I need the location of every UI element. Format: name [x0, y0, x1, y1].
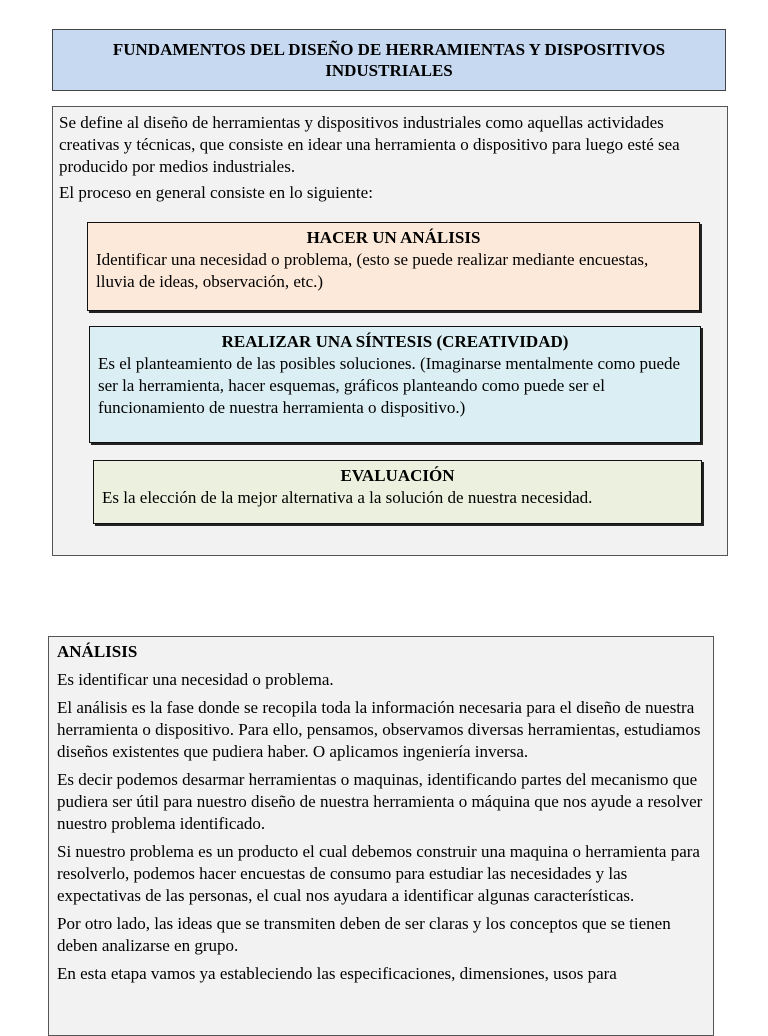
analysis-heading: ANÁLISIS — [57, 642, 138, 661]
step-evaluation-text: Es la elección de la mejor alternativa a la solución de nuestra necesidad. — [102, 488, 593, 507]
step-analysis-text: Identificar una necesidad o problema, (esto se puede realizar mediante encuestas, lluvia de ideas, observación, etc.) — [96, 250, 649, 291]
analysis-paragraph: Es identificar una necesidad o problema. — [57, 670, 334, 689]
definition-paragraph: Se define al diseño de herramientas y dispositivos industriales como aquellas actividades creativas y técnicas, que consiste en idear una herramienta o dispositivo para luego esté sea producido por medios industriales. — [59, 113, 680, 176]
document-title — [52, 29, 726, 91]
step-analysis-box — [87, 222, 700, 311]
step-analysis-title: HACER UN ANÁLISIS — [306, 228, 481, 247]
step-synthesis-text: Es el planteamiento de las posibles soluciones. (Imaginarse mentalmente como puede ser la herramienta, hacer esquemas, gráficos planteando como puede ser el funcionamiento de nuestra herramienta o dispositivo.) — [98, 354, 681, 417]
step-synthesis-title: REALIZAR UNA SÍNTESIS (CREATIVIDAD) — [221, 332, 569, 351]
analysis-paragraph: Si nuestro problema es un producto el cual debemos construir una maquina o herramienta para resolverlo, podemos hacer encuestas de consumo para estudiar las necesidades y las expectativas de las personas, el cual nos ayudara a identificar algunas características. — [57, 842, 700, 905]
process-intro-paragraph: El proceso en general consiste en lo siguiente: — [59, 183, 373, 202]
intro-section — [52, 106, 728, 556]
analysis-section — [48, 636, 714, 1036]
analysis-paragraph: El análisis es la fase donde se recopila toda la información necesaria para el diseño de nuestra herramienta o dispositivo. Para ello, pensamos, observamos diversas herramientas, estudiamos diseños existentes que pudiera haber. O aplicamos ingeniería inversa. — [57, 698, 701, 761]
document-title-line-1: FUNDAMENTOS DEL DISEÑO DE HERRAMIENTAS Y DISPOSITIVOS — [112, 40, 666, 59]
document-title-line-2: INDUSTRIALES — [325, 61, 453, 80]
step-evaluation-title: EVALUACIÓN — [340, 466, 455, 485]
analysis-paragraph: En esta etapa vamos ya estableciendo las especificaciones, dimensiones, usos para — [57, 964, 617, 983]
analysis-paragraph: Es decir podemos desarmar herramientas o maquinas, identificando partes del mecanismo que pudiera ser útil para nuestro diseño de nuestra herramienta o máquina que nos ayude a resolver nuestro problema identificado. — [57, 770, 703, 833]
step-evaluation-box — [93, 460, 702, 524]
analysis-paragraph: Por otro lado, las ideas que se transmiten deben de ser claras y los conceptos que se tienen deben analizarse en grupo. — [57, 914, 671, 955]
step-synthesis-box — [89, 326, 701, 443]
